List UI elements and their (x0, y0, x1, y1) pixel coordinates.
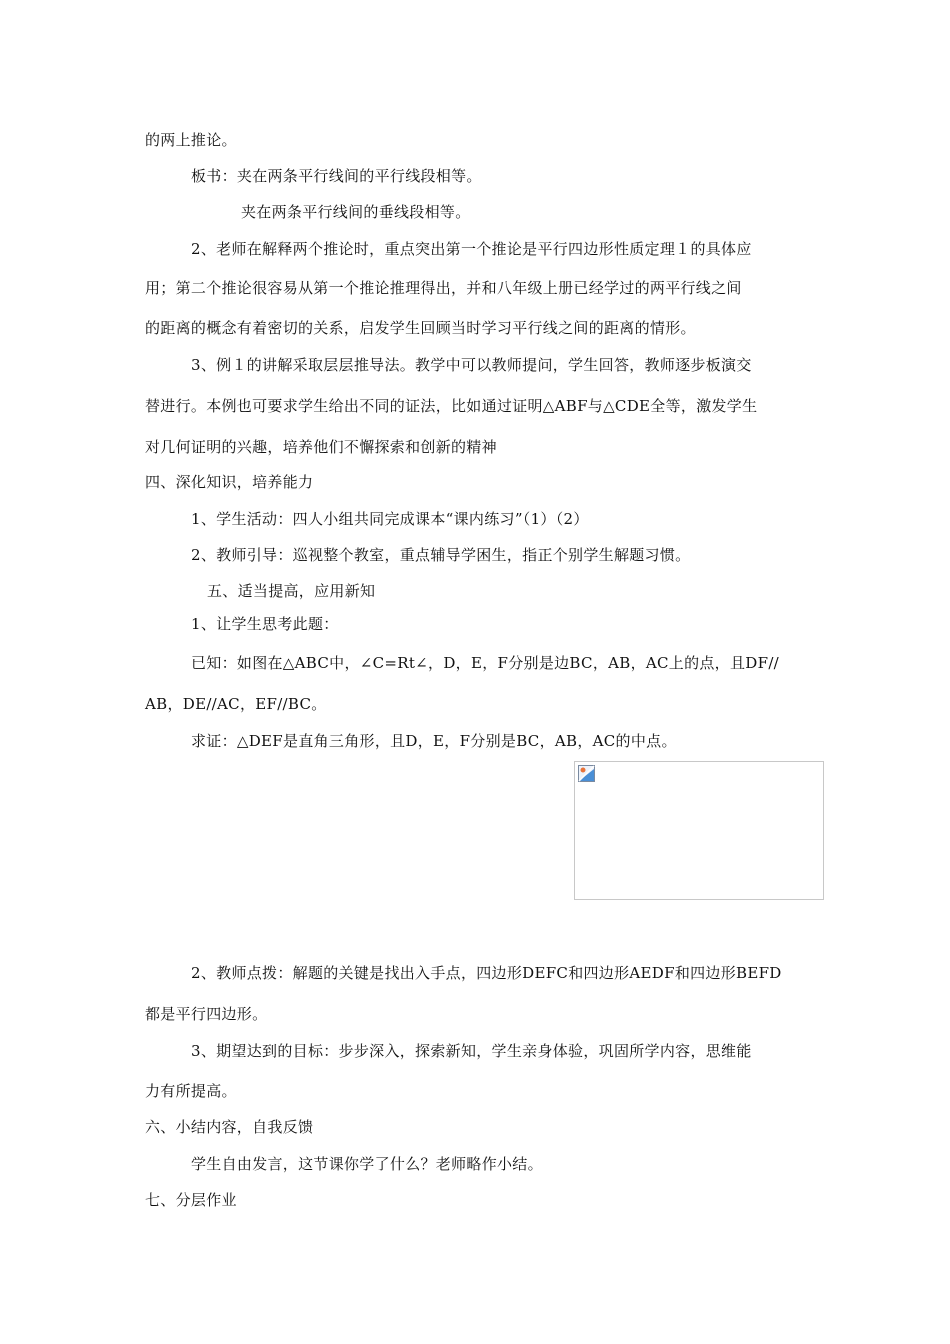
section-heading: 四、深化知识，培养能力 (145, 473, 314, 491)
text-line: 替进行。本例也可要求学生给出不同的证法，比如通过证明△ABF与△CDE全等，激发学生 (145, 397, 758, 415)
text-line: 力有所提高。 (145, 1082, 237, 1100)
text-line: 2、老师在解释两个推论时，重点突出第一个推论是平行四边形性质定理１的具体应 (191, 240, 752, 258)
text-line: AB，DE//AC，EF//BC。 (145, 695, 327, 713)
text-line: 求证：△DEF是直角三角形，且D，E，F分别是BC，AB，AC的中点。 (191, 732, 677, 750)
text-line: 3、期望达到的目标：步步深入，探索新知，学生亲身体验，巩固所学内容，思维能 (191, 1042, 752, 1060)
text-line: 已知：如图在△ABC中，∠C=Rt∠，D，E，F分别是边BC，AB，AC上的点，且DF// (191, 654, 780, 672)
text-line: 夹在两条平行线间的垂线段相等。 (241, 203, 471, 221)
text-line: 的两上推论。 (145, 131, 237, 149)
text-line: 对几何证明的兴趣，培养他们不懈探索和创新的精神 (145, 438, 497, 456)
text-line: 的距离的概念有着密切的关系，启发学生回顾当时学习平行线之间的距离的情形。 (145, 319, 696, 337)
text-line: 学生自由发言，这节课你学了什么？老师略作小结。 (191, 1155, 543, 1173)
section-heading: 五、适当提高，应用新知 (207, 582, 376, 600)
text-line: 1、学生活动：四人小组共同完成课本“课内练习”（1）（2） (191, 510, 589, 528)
text-line: 都是平行四边形。 (145, 1005, 268, 1023)
figure-image-placeholder (574, 761, 824, 900)
text-line: 用；第二个推论很容易从第一个推论推理得出，并和八年级上册已经学过的两平行线之间 (145, 279, 742, 297)
text-line: 板书：夹在两条平行线间的平行线段相等。 (191, 167, 482, 185)
text-line: 1、让学生思考此题： (191, 615, 339, 633)
section-heading: 六、小结内容，自我反馈 (145, 1118, 314, 1136)
text-line: 2、教师引导：巡视整个教室，重点辅导学困生，指正个别学生解题习惯。 (191, 546, 691, 564)
section-heading: 七、分层作业 (145, 1191, 237, 1209)
text-line: 3、例１的讲解采取层层推导法。教学中可以教师提问，学生回答，教师逐步板演交 (191, 356, 752, 374)
text-line: 2、教师点拨：解题的关键是找出入手点，四边形DEFC和四边形AEDF和四边形BEFD (191, 964, 782, 982)
broken-image-icon (578, 765, 595, 782)
